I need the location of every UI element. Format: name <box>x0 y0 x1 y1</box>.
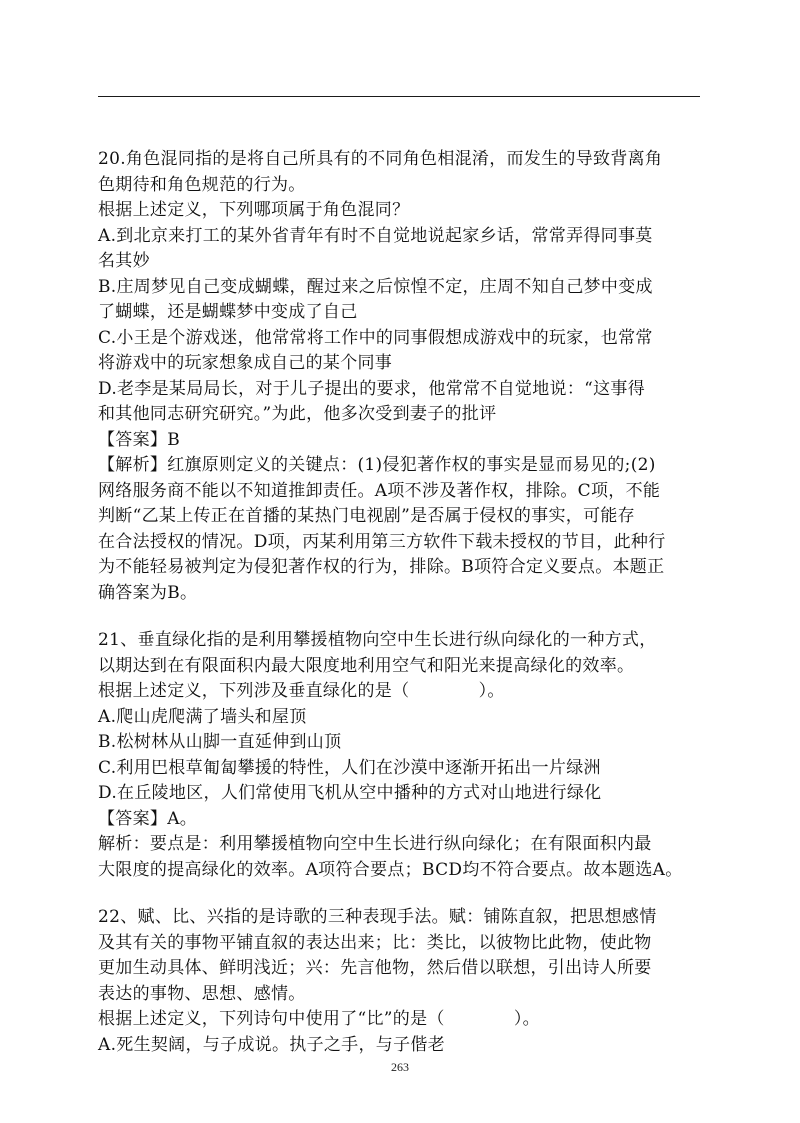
text-line: 根据上述定义，下列哪项属于角色混同？ <box>98 200 410 220</box>
option-line: C.利用巴根草匍匐攀援的特性，人们在沙漠中逐渐开拓出一片绿洲 <box>98 757 601 778</box>
option-line: B.松树林从山脚一直延伸到山顶 <box>98 732 342 752</box>
paragraph-gap <box>98 883 702 905</box>
text-line: 根据上述定义，下列涉及垂直绿化的是（ ）。 <box>98 681 505 701</box>
option-line: A.爬山虎爬满了墙头和屋顶 <box>98 706 307 727</box>
text-line: 名其妙 <box>98 251 150 271</box>
answer-line: 【答案】A。 <box>98 808 198 829</box>
answer-line: 【答案】B <box>98 429 180 450</box>
explanation-line: 大限度的提高绿化的效率。A项符合要点；BCD均不符合要点。故本题选A。 <box>98 859 683 880</box>
text-line: 了蝴蝶，还是蝴蝶梦中变成了自己 <box>98 302 358 322</box>
text-line: 色期待和角色规范的行为。 <box>98 174 306 195</box>
header-rule <box>98 96 700 97</box>
explanation-line: 网络服务商不能以不知道推卸责任。A项不涉及著作权，排除。C项，不能 <box>98 480 661 501</box>
text-line: 表达的事物、思想、感情。 <box>98 983 306 1004</box>
explanation-line: 在合法授权的情况。D项，丙某利用第三方软件下载未授权的节目，此种行 <box>98 531 666 552</box>
question-20 <box>98 147 702 606</box>
text-line: 和其他同志研究研究。”为此，他多次受到妻子的批评 <box>98 404 497 424</box>
explanation-line: 解析：要点是：利用攀援植物向空中生长进行纵向绿化；在有限面积内最 <box>98 834 652 854</box>
question-21 <box>98 628 702 883</box>
explanation-line: 判断“乙某上传正在首播的某热门电视剧”是否属于侵权的事实，可能存 <box>98 506 635 526</box>
text-line: 将游戏中的玩家想象成自己的某个同事 <box>98 353 393 373</box>
text-line: 22、赋、比、兴指的是诗歌的三种表现手法。赋：铺陈直叙，把思想感情 <box>98 907 657 927</box>
question-22 <box>98 905 702 1058</box>
text-line: B.庄周梦见自己变成蝴蝶，醒过来之后惊惶不定，庄周不知自己梦中变成 <box>98 276 653 297</box>
explanation-line: 确答案为B。 <box>98 582 198 603</box>
text-line: 更加生动具体、鲜明浅近；兴：先言他物，然后借以联想，引出诗人所要 <box>98 958 652 978</box>
text-line: A.到北京来打工的某外省青年有时不自觉地说起家乡话，常常弄得同事莫 <box>98 225 653 246</box>
page-content <box>98 147 702 1058</box>
option-line: A.死生契阔，与子成说。执子之手，与子偕老 <box>98 1034 445 1055</box>
paragraph-gap <box>98 606 702 628</box>
option-line: D.在丘陵地区，人们常使用飞机从空中播种的方式对山地进行绿化 <box>98 783 602 803</box>
page-number: 263 <box>391 1060 409 1074</box>
text-line: 以期达到在有限面积内最大限度地利用空气和阳光来提高绿化的效率。 <box>98 655 635 676</box>
text-line: 21、垂直绿化指的是利用攀援植物向空中生长进行纵向绿化的一种方式， <box>98 630 657 650</box>
text-line: 根据上述定义，下列诗句中使用了“比”的是（ ）。 <box>98 1009 540 1029</box>
text-line: 及其有关的事物平铺直叙的表达出来；比：类比，以彼物比此物，使此物 <box>98 932 652 953</box>
text-line: 20.角色混同指的是将自己所具有的不同角色相混淆，而发生的导致背离角 <box>98 149 663 169</box>
explanation-line: 【解析】红旗原则定义的关键点：(1)侵犯著作权的事实是显而易见的;(2) <box>98 455 656 475</box>
explanation-line: 为不能轻易被判定为侵犯著作权的行为，排除。B项符合定义要点。本题正 <box>98 557 665 577</box>
text-line: D.老李是某局局长，对于儿子提出的要求，他常常不自觉地说：“这事得 <box>98 378 646 399</box>
text-line: C.小王是个游戏迷，他常常将工作中的同事假想成游戏中的玩家，也常常 <box>98 327 653 348</box>
